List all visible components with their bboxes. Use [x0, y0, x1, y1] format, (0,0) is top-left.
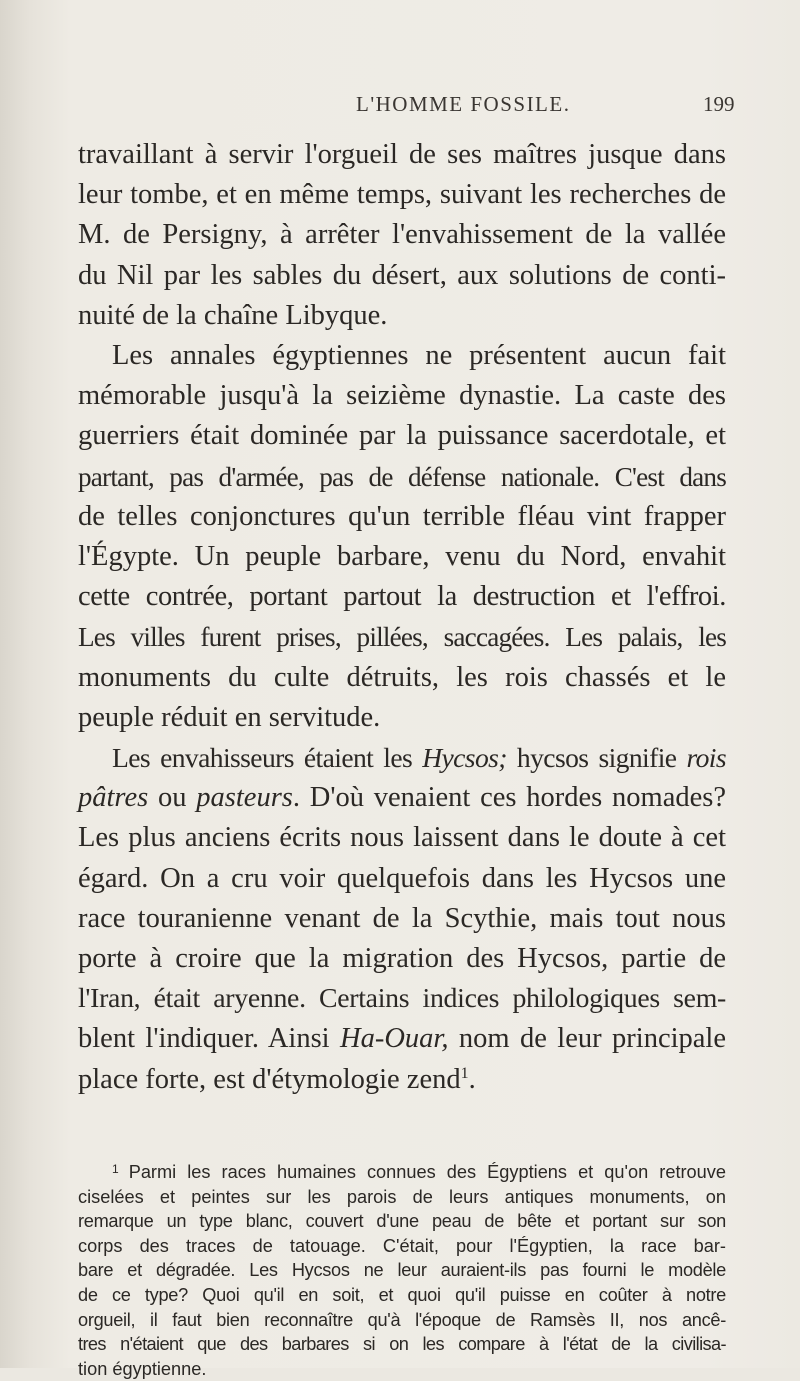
- text-line: égard. On a cru voir quelquefois dans les Hycsos une: [78, 862, 726, 894]
- text-line: de telles conjonctures qu'un terrible fléau vint frapper: [78, 500, 726, 532]
- text-line: [78, 738, 726, 778]
- footnote-line: ciselées et peintes sur les parois de leurs antiques monuments, on: [78, 1186, 726, 1207]
- running-title: L'HOMME FOSSILE.: [356, 92, 571, 116]
- main-text: [78, 135, 726, 1100]
- text-fragment: hycsos signifie: [506, 742, 687, 774]
- footnote-line: orgueil, il faut bien reconnaître qu'à l'époque de Ramsès II, nos ancê-: [78, 1309, 726, 1330]
- text-line: M. de Persigny, à arrêter l'envahissement de la vallée: [78, 219, 726, 251]
- text-line: porte à croire que la migration des Hycsos, partie de: [78, 943, 726, 975]
- italic-term-ha-ouar: Ha-Ouar,: [340, 1023, 449, 1055]
- footnote-line: tres n'étaient que des barbares si on les compare à l'état de la civilisa-: [78, 1334, 726, 1355]
- italic-term-rois: rois: [686, 742, 726, 774]
- text-line: race touranienne venant de la Scythie, mais tout nous: [78, 902, 726, 934]
- footnote: [78, 1157, 726, 1381]
- text-line: Les villes furent prises, pillées, saccagées. Les palais, les: [78, 622, 726, 653]
- text-line: monuments du culte détruits, les rois chassés et le: [78, 661, 726, 693]
- text-fragment: Parmi les races humaines connues des Égyptiens et qu'on retrouve: [128, 1162, 726, 1182]
- text-fragment: Les envahisseurs étaient les: [112, 742, 423, 774]
- text-line: l'Iran, était aryenne. Certains indices philologiques sem-: [78, 983, 726, 1015]
- text-line: nuité de la chaîne Libyque.: [78, 299, 388, 331]
- text-fragment: .: [468, 1063, 476, 1095]
- text-line: leur tombe, et en même temps, suivant les recherches de: [78, 179, 726, 211]
- footnote-line: de ce type? Quoi qu'il en soit, et quoi qu'il puisse en coûter à notre: [78, 1284, 726, 1305]
- footnote-line: bare et dégradée. Les Hycsos ne leur auraient-ils pas fourni le modèle: [78, 1260, 726, 1281]
- text-line: du Nil par les sables du désert, aux solutions de conti-: [78, 259, 726, 291]
- text-line: cette contrée, portant partout la destruction et l'effroi.: [78, 581, 726, 613]
- paragraph-3: [78, 738, 726, 1100]
- text-fragment: . D'où venaient ces hordes nomades?: [292, 782, 726, 814]
- text-fragment: ou: [148, 782, 197, 814]
- text-line: peuple réduit en servitude.: [78, 701, 381, 733]
- text-line: [78, 1019, 726, 1059]
- italic-term-patres: pâtres: [78, 782, 149, 814]
- italic-term-hycsos: Hycsos;: [422, 742, 507, 774]
- footnote-mark: 1: [112, 1162, 119, 1176]
- text-line: Les annales égyptiennes ne présentent aucun fait: [112, 340, 726, 372]
- text-line: guerriers était dominée par la puissance sacerdotale, et: [78, 420, 726, 452]
- paragraph-2: [78, 336, 726, 738]
- text-fragment: nom de leur principale: [448, 1023, 726, 1055]
- paragraph-1: [78, 135, 726, 336]
- footnote-line: tion égyptienne.: [78, 1358, 207, 1379]
- text-fragment: place forte, est d'étymologie zend: [78, 1063, 461, 1095]
- text-line: mémorable jusqu'à la seizième dynastie. La caste des: [78, 380, 726, 412]
- text-line: partant, pas d'armée, pas de défense nationale. C'est dans: [78, 461, 726, 492]
- text-fragment: blent l'indiquer. Ainsi: [78, 1023, 341, 1055]
- footnote-line: [78, 1157, 726, 1185]
- page-header: [0, 92, 800, 122]
- text-line: Les plus anciens écrits nous laissent dans le doute à cet: [78, 822, 726, 854]
- footnote-line: corps des traces de tatouage. C'était, pour l'Égyptien, la race bar-: [78, 1235, 726, 1256]
- footnote-line: remarque un type blanc, couvert d'une peau de bête et portant sur son: [78, 1211, 726, 1232]
- italic-term-pasteurs: pasteurs: [196, 782, 293, 814]
- footnote-reference[interactable]: 1: [460, 1064, 469, 1082]
- text-line: [78, 1060, 726, 1100]
- text-line: [78, 778, 726, 818]
- text-line: travaillant à servir l'orgueil de ses maîtres jusque dans: [78, 139, 726, 170]
- page-number: 199: [703, 92, 735, 116]
- text-line: l'Égypte. Un peuple barbare, venu du Nord, envahit: [78, 541, 726, 573]
